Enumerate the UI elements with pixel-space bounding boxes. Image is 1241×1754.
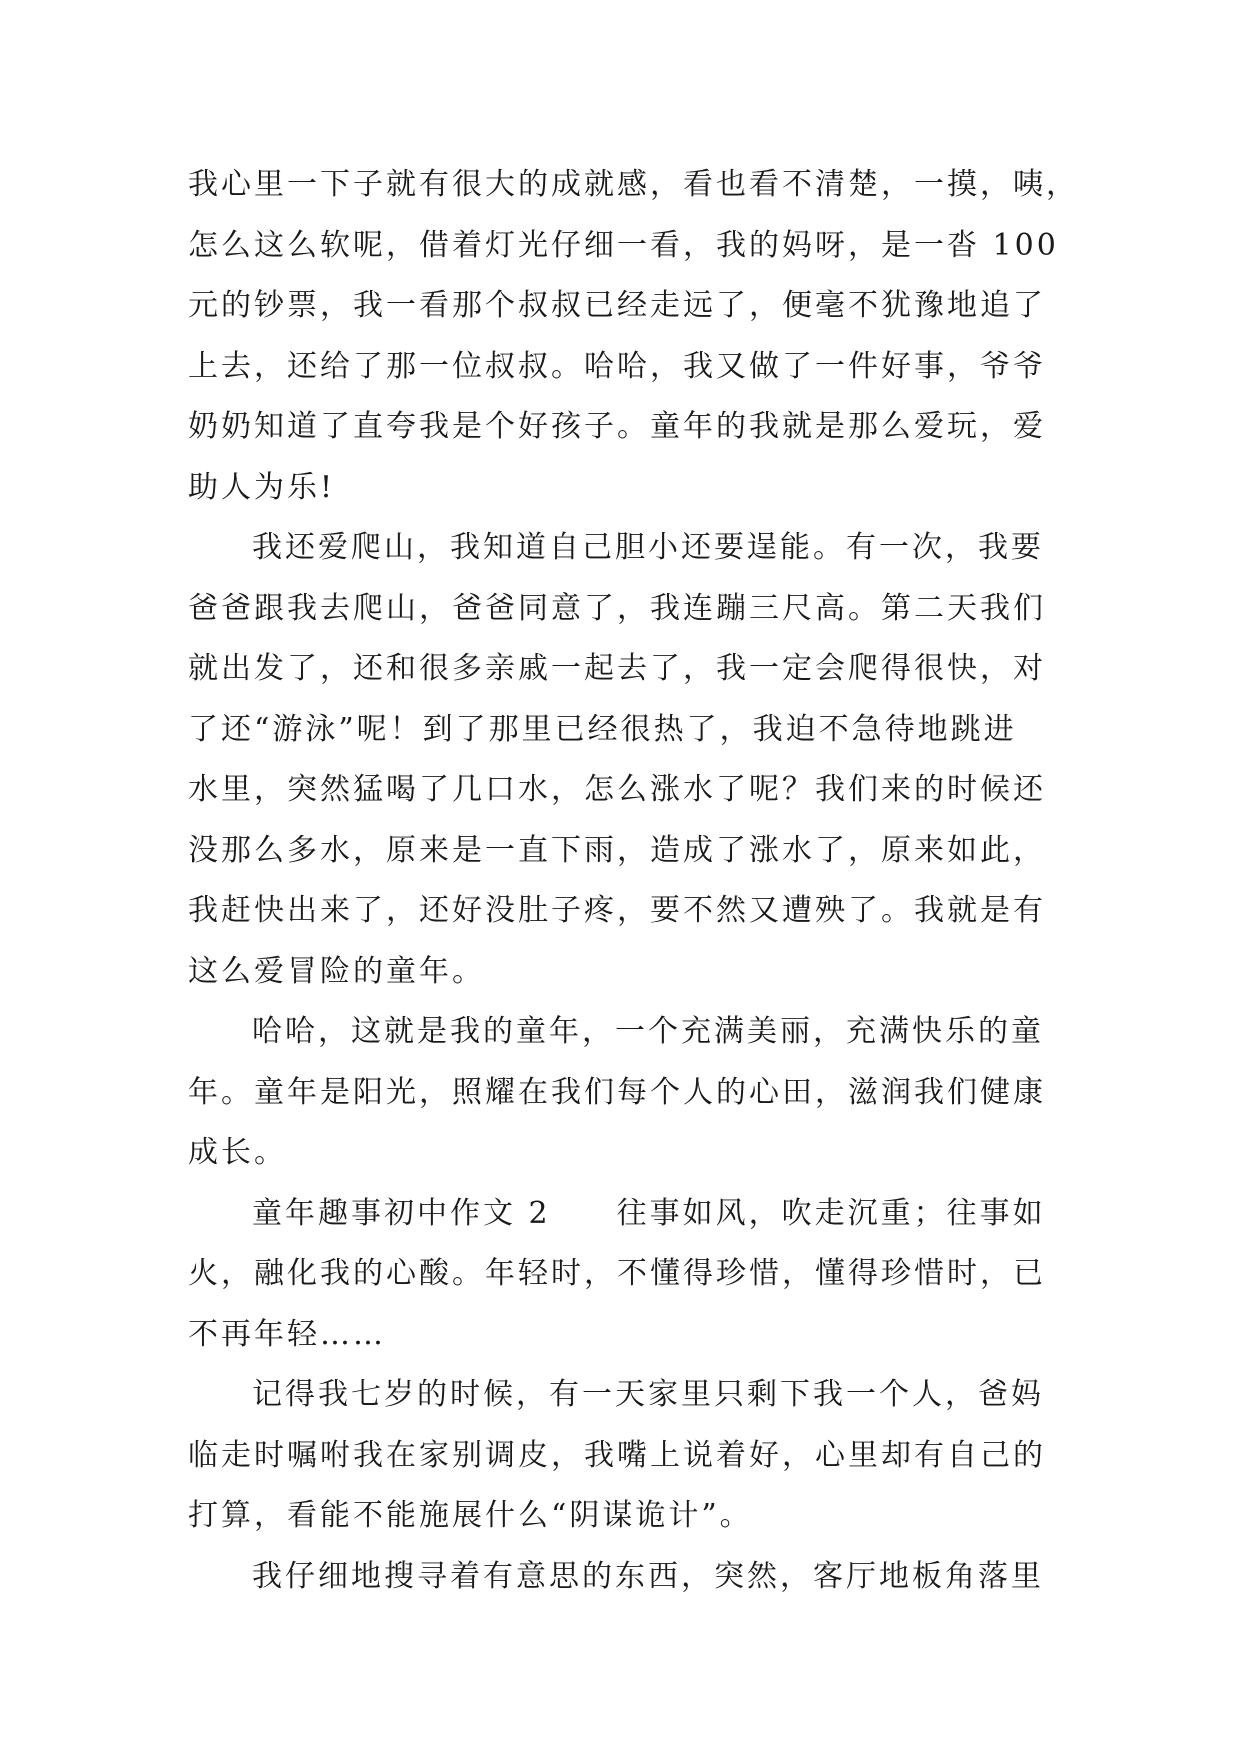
text-line: 临走时嘱咐我在家别调皮，我嘴上说着好，心里却有自己的 [188,1437,1046,1473]
text-line: 助人为乐! [188,469,336,505]
text-line: 我赶快出来了，还好没肚子疼，要不然又遭殃了。我就是有 [188,893,1046,928]
text-line: 我心里一下子就有很大的成就感，看也看不清楚，一摸，咦， [188,167,1079,202]
text-line: 了还“游泳”呢！到了那里已经很热了，我迫不急待地跳进 [188,711,1017,747]
text-line: 年。童年是阳光，照耀在我们每个人的心田，滋润我们健康 [188,1074,1046,1110]
text-line: 就出发了，还和很多亲戚一起去了，我一定会爬得很快，对 [188,651,1046,686]
text-line: 水里，突然猛喝了几口水，怎么涨水了呢？我们来的时候还 [188,772,1046,807]
paragraph-first-line: 记得我七岁的时候，有一天家里只剩下我一个人，爸妈 [252,1377,1044,1412]
text-line: 火，融化我的心酸。年轻时，不懂得珍惜，懂得珍惜时，已 [188,1256,1046,1291]
paragraph-first-line: 哈哈，这就是我的童年，一个充满美丽，充满快乐的童 [252,1014,1044,1049]
text-line: 成长。 [188,1135,287,1170]
text-line: 元的钞票，我一看那个叔叔已经走远了，便毫不犹豫地追了 [188,288,1046,323]
text-line: 爸爸跟我去爬山，爸爸同意了，我连蹦三尺高。第二天我们 [188,590,1046,626]
text-line: 上去，还给了那一位叔叔。哈哈，我又做了一件好事，爷爷 [188,348,1046,384]
text-line: 奶奶知道了直夸我是个好孩子。童年的我就是那么爱玩，爱 [188,409,1046,444]
paragraph-first-line: 我还爱爬山，我知道自己胆小还要逞能。有一次，我要 [252,530,1044,565]
text-line: 不再年轻…… [188,1316,386,1352]
text-line: 怎么这么软呢，借着灯光仔细一看，我的妈呀，是一沓 100 [188,227,1059,263]
text-line: 打算，看能不能施展什么“阴谋诡计”。 [188,1498,753,1533]
paragraph-first-line: 我仔细地搜寻着有意思的东西，突然，客厅地板角落里 [252,1558,1044,1594]
text-line: 这么爱冒险的童年。 [188,953,485,989]
body-text [188,155,1079,1607]
text-line: 没那么多水，原来是一直下雨，造成了涨水了，原来如此， [188,832,1046,868]
section-heading-line: 童年趣事初中作文 2 往事如风，吹走沉重；往事如 [252,1195,1046,1231]
